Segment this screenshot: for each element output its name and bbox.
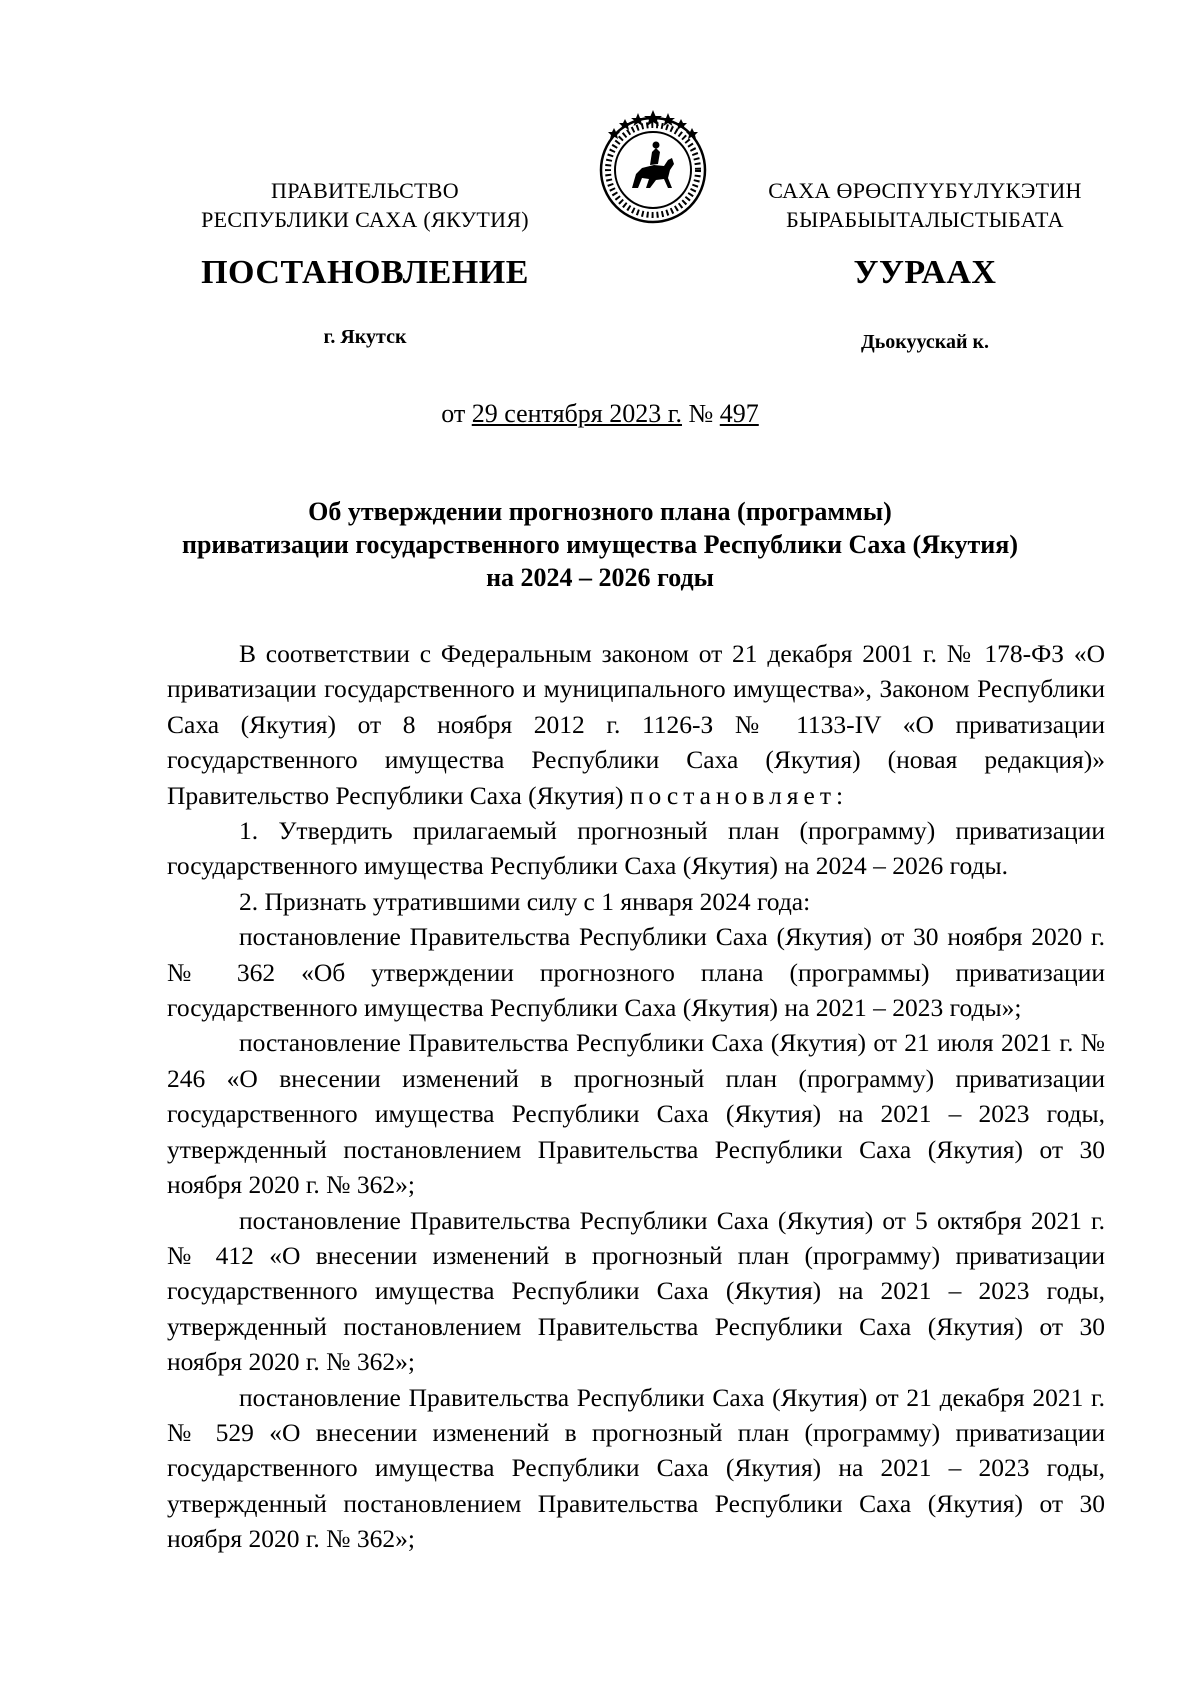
city-sakha: Дьокуускай к. (860, 331, 990, 353)
date-prefix: от (441, 399, 466, 428)
clause-2: 2. Признать утратившими силу с 1 января 2024 года: (239, 886, 811, 916)
doc-type-sakha: УУРААХ (853, 254, 997, 291)
document-number: 497 (719, 399, 759, 428)
title-line3: на 2024 – 2026 годы (486, 563, 714, 592)
number-sign: № (688, 399, 714, 428)
document-body (167, 636, 1105, 1557)
repealed-item-3: постановление Правительства Республики Саха (Якутия) от 5 октября 2021 г. № 412 «О внесении изменений в прогнозный план (программу) приватизации государственного имущества Республики Саха (Якутия) на 2021 – 2023 годы, утвержденный постановлением Правительства Республики Саха (Якутия) от 30 ноября 2020 г. № 362»; (167, 1205, 1105, 1377)
clause-1: 1. Утвердить прилагаемый прогнозный план (программу) приватизации государственного имущества Республики Саха (Якутия) на 2024 – 2026 годы. (167, 816, 1105, 881)
issuer-sakha-line2: БЫРАБЫЫТАЛЫСТЫБАТА (786, 207, 1064, 232)
title-line2: приватизации государственного имущества Республики Саха (Якутия) (181, 530, 1019, 559)
resolves-verb: постановляет: (629, 780, 849, 810)
issuer-ru-line2: РЕСПУБЛИКИ САХА (ЯКУТИЯ) (201, 207, 529, 232)
repealed-item-1: постановление Правительства Республики Саха (Якутия) от 30 ноября 2020 г. № 362 «Об утверждении прогнозного плана (программы) приватизации государственного имущества Республики Саха (Якутия) на 2021 – 2023 годы»; (167, 922, 1105, 1023)
title-line1: Об утверждении прогнозного плана (программы) (308, 497, 892, 526)
coat-of-arms-icon (594, 108, 712, 226)
repealed-item-4: постановление Правительства Республики Саха (Якутия) от 21 декабря 2021 г. № 529 «О внесении изменений в прогнозный план (программу) приватизации государственного имущества Республики Саха (Якутия) на 2021 – 2023 годы, утвержденный постановлением Правительства Республики Саха (Якутия) от 30 ноября 2020 г. № 362»; (167, 1382, 1105, 1554)
city-ru: г. Якутск (323, 326, 407, 348)
document-date: 29 сентября 2023 г. (471, 399, 682, 428)
issuer-sakha (720, 176, 1130, 234)
issuer-ru-line1: ПРАВИТЕЛЬСТВО (271, 178, 459, 203)
repealed-item-2: постановление Правительства Республики Саха (Якутия) от 21 июля 2021 г. № 246 «О внесении изменений в прогнозный план (программу) приватизации государственного имущества Республики Саха (Якутия) на 2021 – 2023 годы, утвержденный постановлением Правительства Республики Саха (Якутия) от 30 ноября 2020 г. № 362»; (167, 1028, 1105, 1200)
issuer-ru (160, 176, 570, 234)
preamble-paragraph (167, 636, 1105, 813)
preamble-text: В соответствии с Федеральным законом от 21 декабря 2001 г. № 178-ФЗ «О приватизации государственного и муниципального имущества», Законом Республики Саха (Якутия) от 8 ноября 2012 г. 1126-З № 1133-IV «О приватизации государственного имущества Республики Саха (Якутия) (новая редакция)» Правительство Республики Саха (Якутия) (167, 639, 1105, 810)
doc-type-ru: ПОСТАНОВЛЕНИЕ (201, 254, 529, 291)
issuer-sakha-line1: САХА ӨРӨСПҮҮБҮЛҮКЭТИН (768, 178, 1082, 203)
document-title (130, 495, 1070, 594)
date-number-line (0, 399, 1200, 429)
